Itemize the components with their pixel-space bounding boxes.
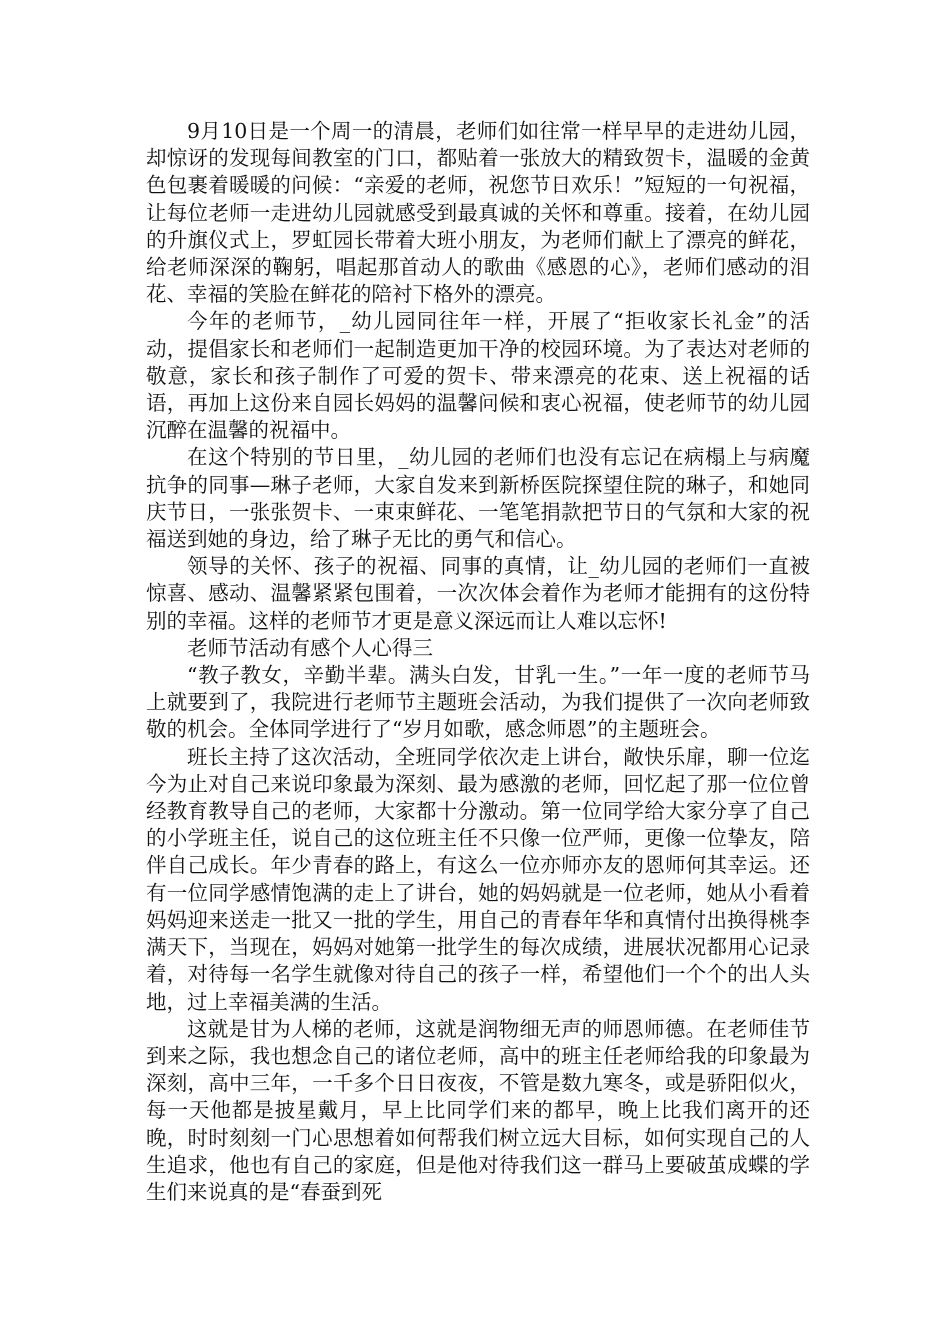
paragraph-refuse-gifts: 今年的老师节，_幼儿园同往年一样，开展了“拒收家长礼金”的活动，提倡家长和老师们一起制造更加干净的校园环境。为了表达对老师的敬意，家长和孩子制作了可爱的贺卡、带来漂亮的花束、送上祝福的话语，再加上这份来自园长妈妈的温馨问候和衷心祝福，使老师节的幼儿园沉醉在温馨的祝福中。 [146, 309, 810, 443]
paragraph-visit-colleague: 在这个特别的节日里，_幼儿园的老师们也没有忘记在病榻上与病魔抗争的同事—琳子老师，大家自发来到新桥医院探望住院的琳子，和她同庆节日，一张张贺卡、一束束鲜花、一笔笔捐款把节日的气氛和大家的祝福送到她的身边，给了琳子无比的勇气和信心。 [146, 445, 810, 552]
section-heading: 老师节活动有感个人心得三 [187, 635, 433, 660]
paragraph-teachers-day-morning: 9月10日是一个周一的清晨，老师们如往常一样早早的走进幼儿园，却惊讶的发现每间教室的门口，都贴着一张放大的精致贺卡，温暖的金黄色包裹着暖暖的问候：“亲爱的老师，祝您节日欢乐！”短短的一句祝福，让每位老师一走进幼儿园就感受到最真诚的关怀和尊重。接着，在幼儿园的升旗仪式上，罗虹园长带着大班小朋友，为老师们献上了漂亮的鲜花，给老师深深的鞠躬，唱起那首动人的歌曲《感恩的心》，老师们感动的泪花、幸福的笑脸在鲜花的陪衬下格外的漂亮。 [146, 119, 810, 307]
paragraph-happiness: 领导的关怀、孩子的祝福、同事的真情，让_幼儿园的老师们一直被惊喜、感动、温馨紧紧包围着，一次次体会着作为老师才能拥有的这份特别的幸福。这样的老师节才更是意义深远而让人难以忘怀! [146, 554, 810, 633]
paragraph-class-meeting: “教子教女，辛勤半辈。满头白发，甘乳一生。”一年一度的老师节马上就要到了，我院进行老师节主题班会活动，为我们提供了一次向老师致敬的机会。全体同学进行了“岁月如歌，感念师恩”的主题班会。 [146, 663, 810, 742]
paragraph-high-school-teacher: 这就是甘为人梯的老师，这就是润物细无声的师恩师德。在老师佳节到来之际，我也想念自己的诸位老师，高中的班主任老师给我的印象最为深刻，高中三年，一千多个日日夜夜，不管是数九寒冬，或是骄阳似火，每一天他都是披星戴月，早上比同学们来的都早，晚上比我们离开的还晚，时时刻刻一门心思想着如何帮我们树立远大目标，如何实现自己的人生追求，他也有自己的家庭，但是他对待我们这一群马上要破茧成蝶的学生们来说真的是“春蚕到死 [146, 1016, 810, 1204]
paragraph-monitor-hosted: 班长主持了这次活动，全班同学依次走上讲台，敞快乐扉，聊一位迄今为止对自己来说印象最为深刻、最为感激的老师，回忆起了那一位位曾经教育教导自己的老师，大家都十分激动。第一位同学给大家分享了自己的小学班主任，说自己的这位班主任不只像一位严师，更像一位挚友，陪伴自己成长。年少青春的路上，有这么一位亦师亦友的恩师何其幸运。还有一位同学感情饱满的走上了讲台，她的妈妈就是一位老师，她从小看着妈妈迎来送走一批又一批的学生，用自己的青春年华和真情付出换得桃李满天下，当现在，妈妈对她第一批学生的每次成绩，进展状况都用心记录着，对待每一名学生就像对待自己的孩子一样，希望他们一个个的出人头地，过上幸福美满的生活。 [146, 744, 810, 1014]
document-body [146, 118, 810, 1206]
